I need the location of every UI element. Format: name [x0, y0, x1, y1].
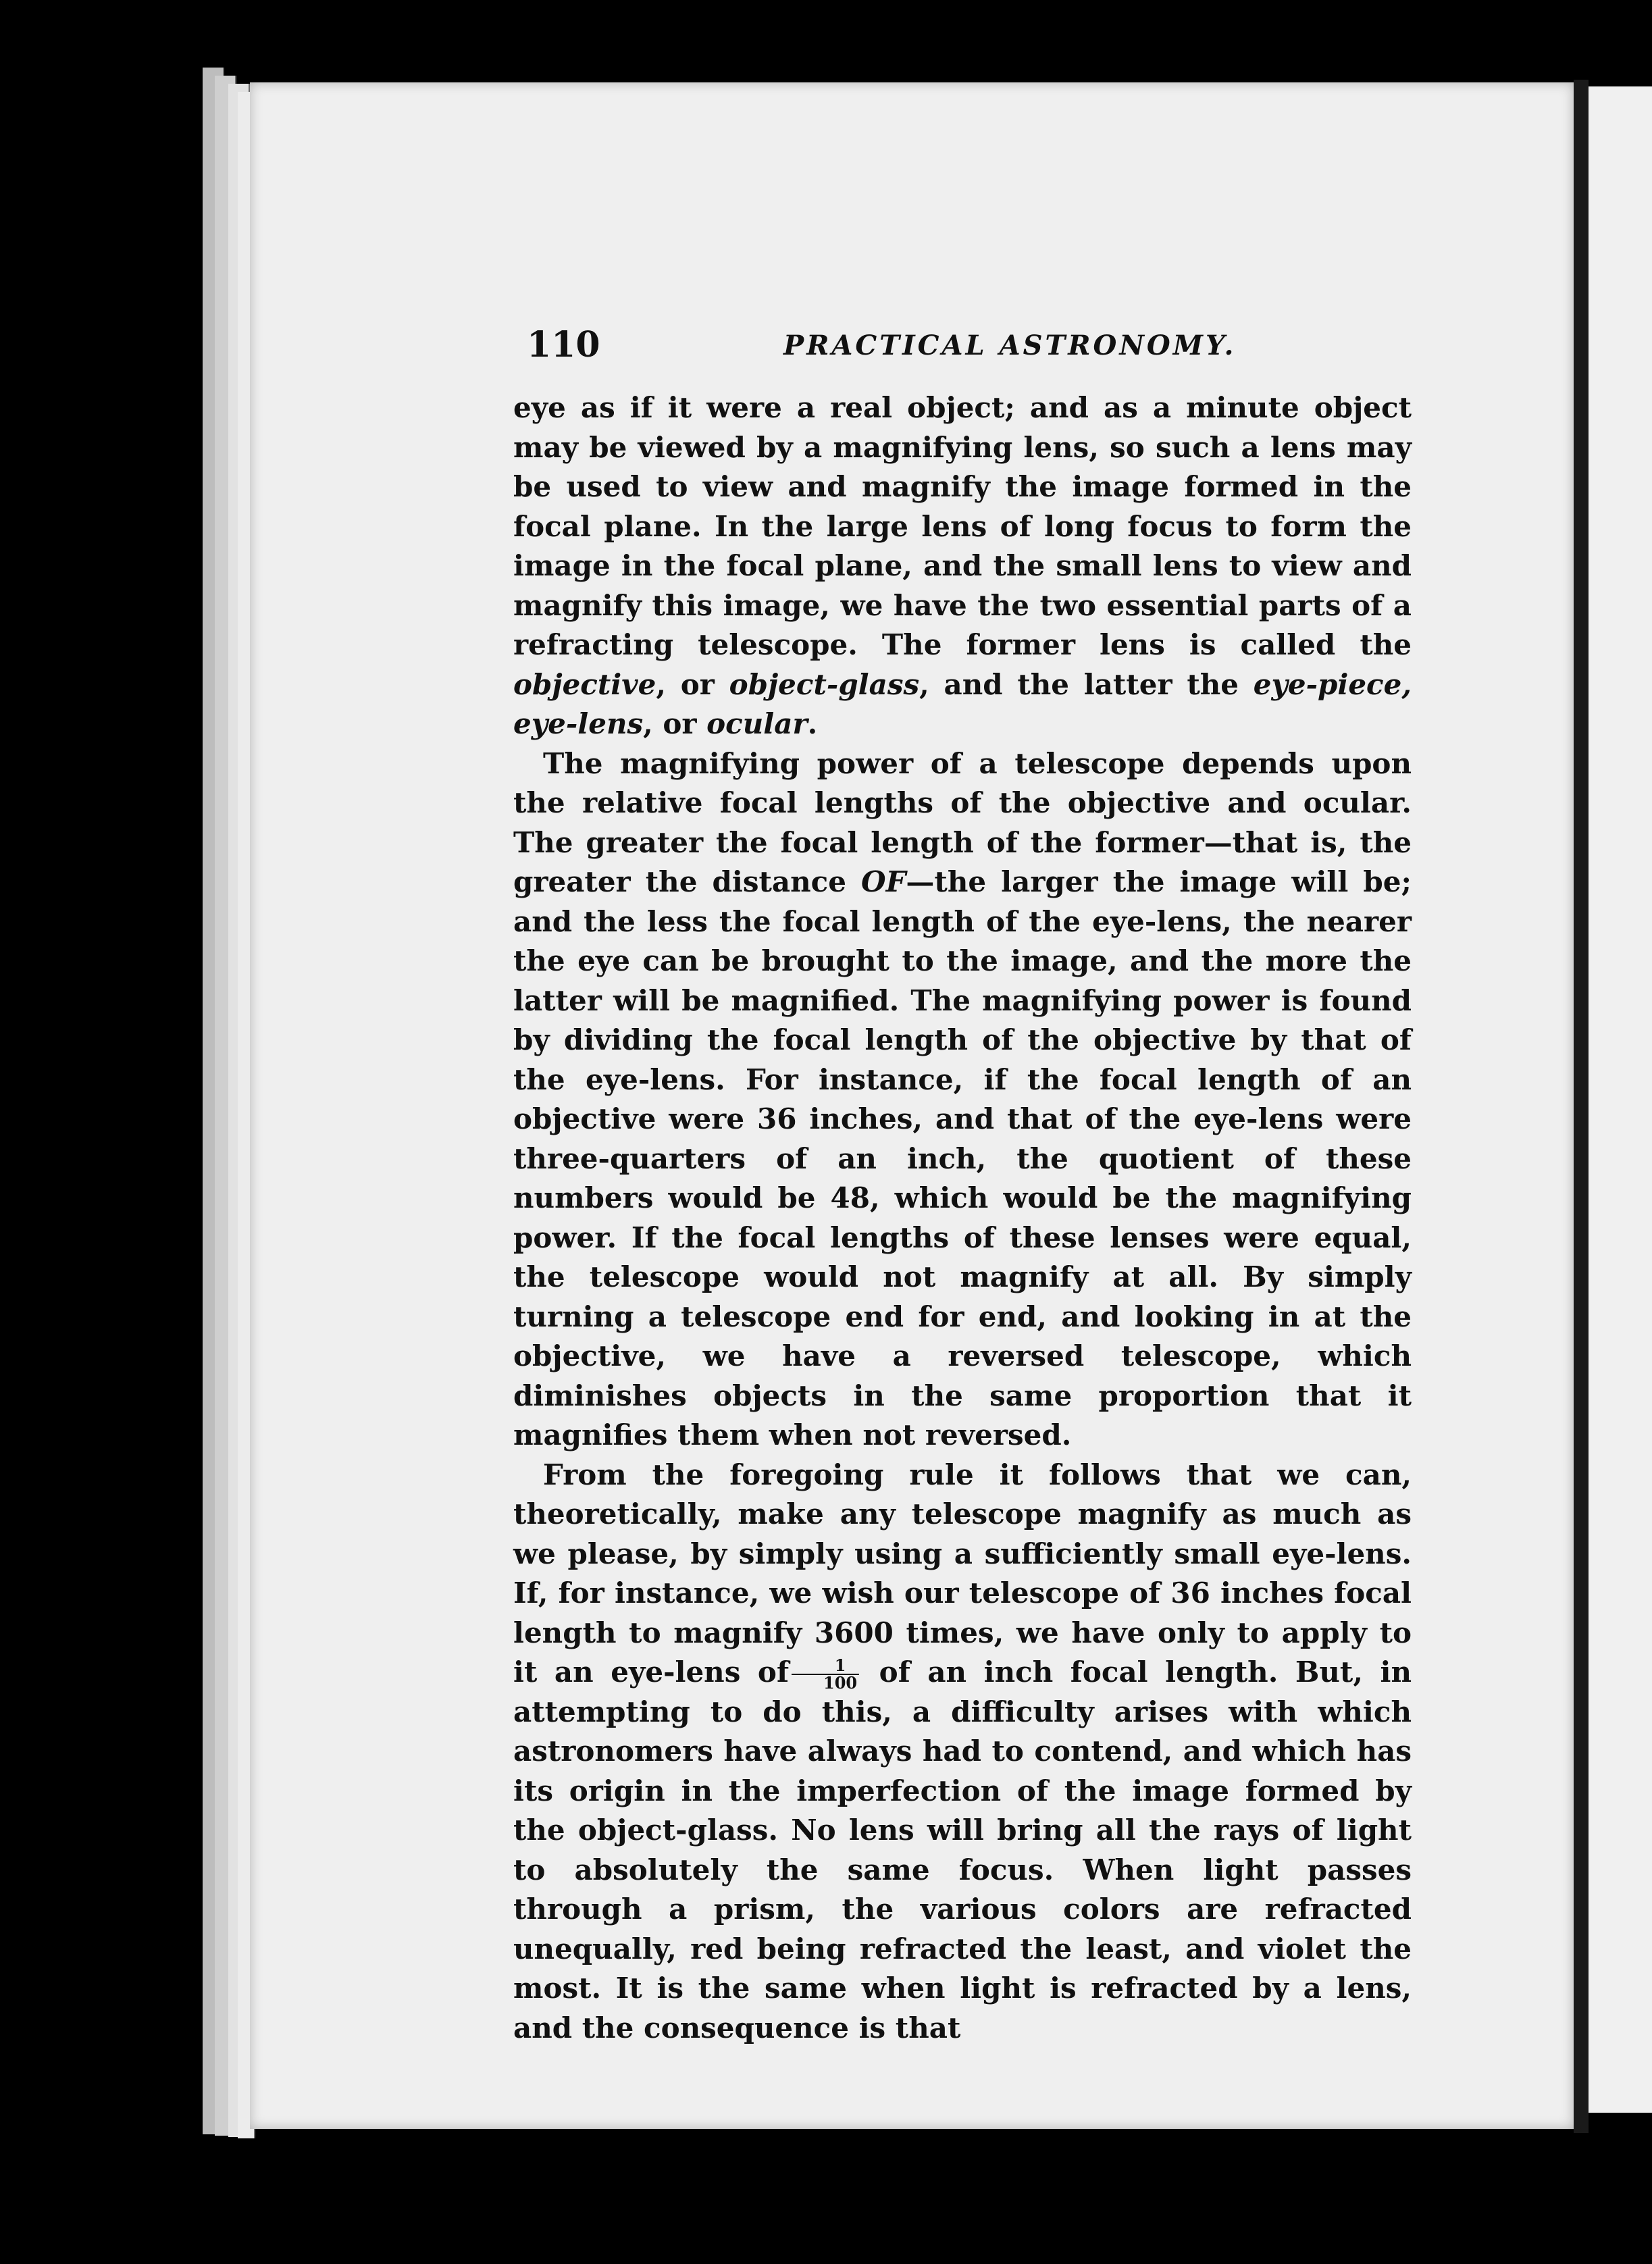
facing-page-edge: [1589, 86, 1652, 2113]
paragraph: eye as if it were a real object; and as a minute object may be viewed by a magnifying lens, so such a lens may be used to view and magnify the image formed in the focal plane. In the large lens of long focus to form the image in the focal plane, and the small lens to view and magnify this image, we have the two essential parts of a refracting telescope. The former lens is called the objective, or object-glass, and the latter the eye-piece, eye-lens, or ocular.: [513, 391, 1412, 740]
italic-term: objective: [513, 667, 656, 701]
paragraph: From the foregoing rule it follows that we can, theoretically, make any telescope magnify as much as we please, by simply using a sufficiently small eye-lens. If, for instance, we wish our telescope of 36 inches focal length to magnify 3600 times, we have only to apply to it an eye-lens of $\frac{1}{100}$ of an inch focal length. But, in attempting to do this, a difficulty arises with which astronomers have always had to contend, and which has its origin in the imperfection of the image formed by the object-glass. No lens will bring all the rays of light to absolutely the same focus. When light passes through a prism, the various colors are refracted unequally, red being refracted the least, and violet the most. It is the same when light is refracted by a lens, and the consequence is that: [513, 1458, 1412, 2044]
italic-term: object-glass: [729, 667, 920, 701]
body-text: [513, 388, 1412, 2048]
book-gutter: [1574, 80, 1589, 2133]
italic-term: OF: [861, 865, 906, 898]
italic-term: eye-piece, eye-lens: [513, 667, 1412, 740]
page-header: [527, 324, 1432, 392]
fraction: $\frac{1}{100}$: [792, 1657, 859, 1691]
italic-term: ocular: [706, 707, 808, 740]
running-title: PRACTICAL ASTRONOMY.: [783, 330, 1237, 361]
paragraph: The magnifying power of a telescope depends upon the relative focal lengths of the objective and ocular. The greater the focal length of the former—that is, the greater the distance OF—the larger the image will be; and the less the focal length of the eye-lens, the nearer the eye can be brought to the image, and the more the latter will be magnified. The magnifying power is found by dividing the focal length of the objective by that of the eye-lens. For instance, if the focal length of an objective were 36 inches, and that of the eye-lens were three-quarters of an inch, the quotient of these numbers would be 48, which would be the magnifying power. If the focal lengths of these lenses were equal, the telescope would not magnify at all. By simply turning a telescope end for end, and looking in at the objective, we have a reversed telescope, which diminishes objects in the same proportion that it magnifies them when not reversed.: [513, 746, 1412, 1451]
page-number: 110: [527, 324, 600, 365]
